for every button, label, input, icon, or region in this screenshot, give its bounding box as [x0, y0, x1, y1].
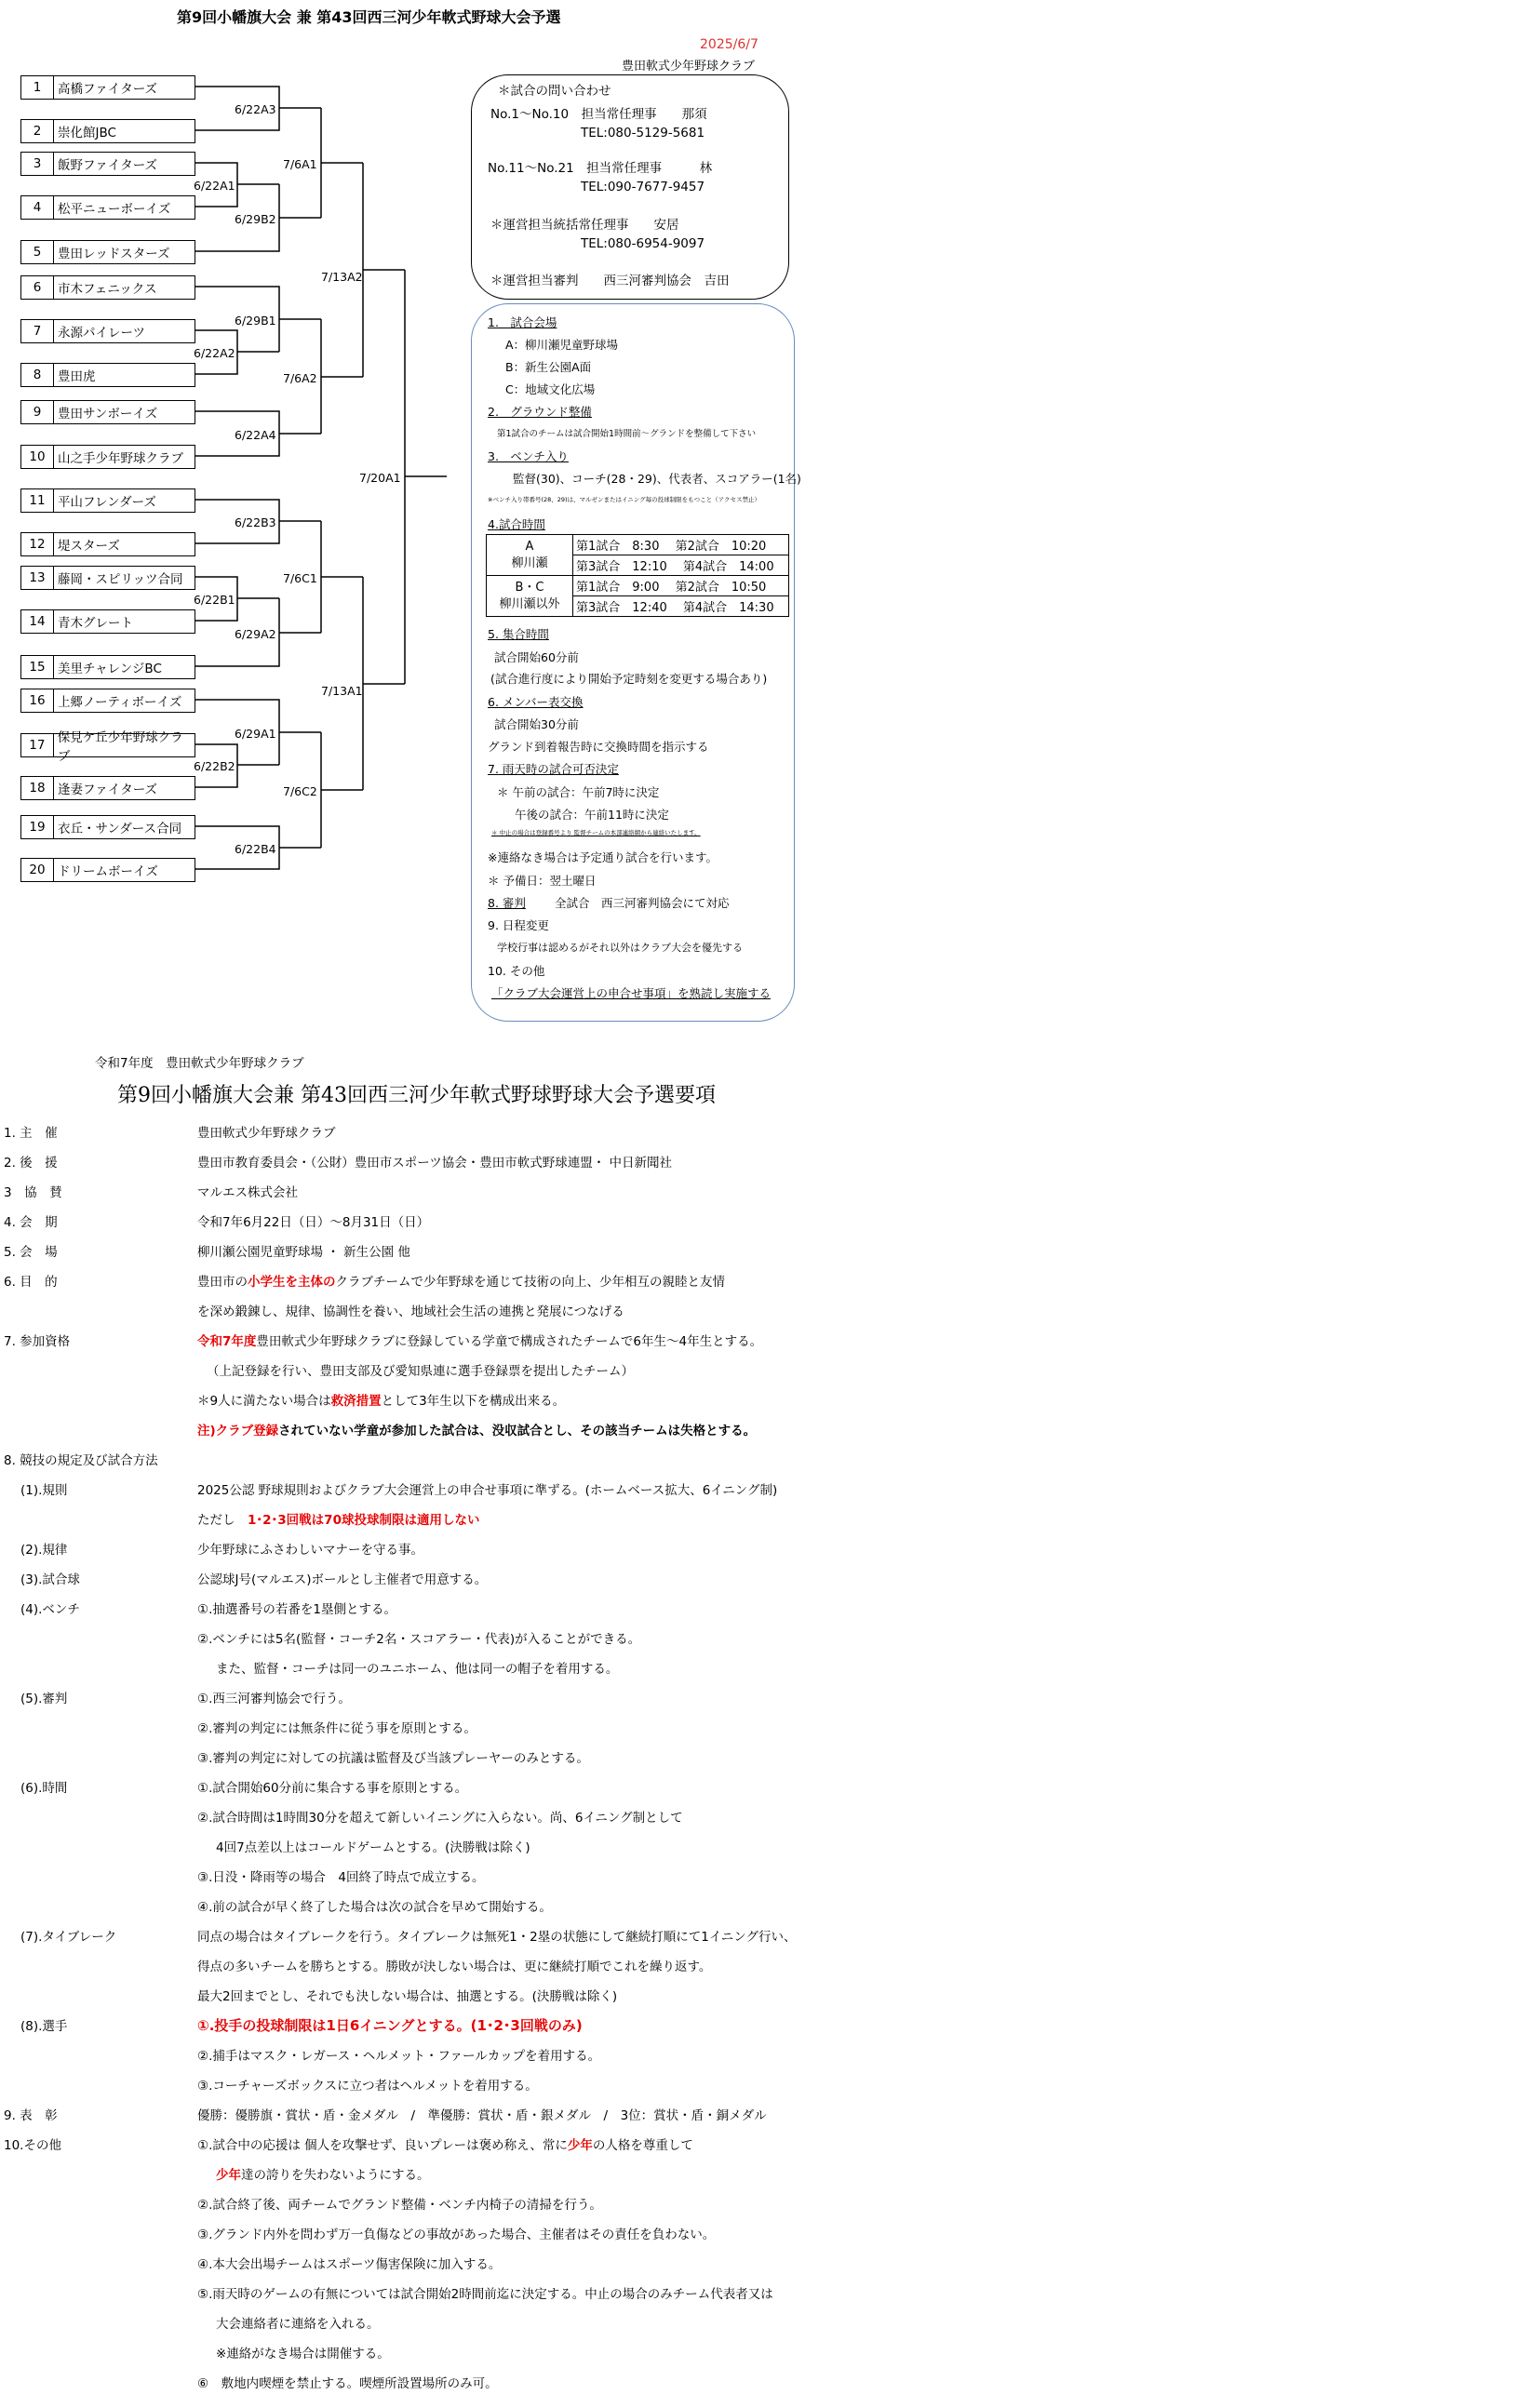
info-assembly-text: 試合開始60分前	[494, 650, 579, 664]
match-label: 6/22A3	[235, 102, 276, 116]
match-label: 7/6C2	[283, 784, 317, 798]
contact-tel-2: TEL:090-7677-9457	[581, 180, 705, 194]
rule-6-text-1: ①.試合開始60分前に集合する事を原則とする。	[197, 1781, 468, 1796]
info-time-heading: 4.試合時間	[488, 517, 545, 531]
team-6: 6 市木フェニックス	[20, 275, 195, 300]
info-umpire-heading: 8. 審判	[488, 896, 526, 910]
team-10: 10 山之手少年野球クラブ	[20, 445, 195, 469]
info-venue-heading: 1. 試合会場	[488, 315, 557, 329]
fiscal-year-org: 令和7年度 豊田軟式少年野球クラブ	[95, 1056, 304, 1071]
schedule-cell: 第3試合 12:10 第4試合 14:00	[573, 555, 789, 576]
rule-6-text-2: ②.試合時間は1時間30分を超えて新しいイニングに入らない。尚、6イニング制として	[197, 1811, 683, 1826]
info-assembly-note: (試合進行度により開始予定時刻を変更する場合あり)	[490, 672, 768, 686]
match-label: 6/22B4	[235, 842, 276, 856]
contact-tel-3: TEL:080-6954-9097	[581, 236, 705, 251]
team-20: 20 ドリームボーイズ	[20, 858, 195, 882]
rule-3-label: (3).試合球	[20, 1572, 80, 1587]
info-schedule-change-text: 学校行事は認めるがそれ以外はクラブ大会を優先する	[497, 942, 743, 954]
rule-3-text: 公認球J号(マルエス)ボールとし主催者で用意する。	[197, 1572, 488, 1587]
team-18: 18 逢妻ファイターズ	[20, 776, 195, 800]
info-member-heading: 6. メンバー表交換	[488, 695, 584, 709]
rule-4-label: (4).ベンチ	[20, 1602, 80, 1617]
row-value: 豊田軟式少年野球クラブ	[197, 1126, 336, 1141]
rule-6-text-4: ③.日没・降雨等の場合 4回終了時点で成立する。	[197, 1870, 485, 1885]
schedule-table	[486, 534, 789, 617]
match-label: 6/22A4	[235, 428, 276, 442]
awards-text: 優勝：優勝旗・賞状・盾・金メダル / 準優勝：賞状・盾・銀メダル / 3位：賞状・盾・銅メダル	[197, 2108, 767, 2123]
info-ground-text: 第1試合のチームは試合開始1時間前～グランドを整備して下さい	[497, 429, 757, 439]
guidelines-title: 第9回小幡旗大会兼 第43回西三河少年軟式野球野球大会予選要項	[117, 1084, 716, 1107]
rule-1-exception: ただし 1･2･3回戦は70球投球制限は適用しない	[197, 1513, 480, 1528]
rule-7-text-1: 同点の場合はタイブレークを行う。タイブレークは無死1・2塁の状態にして継続打順にて1イニング行い、	[197, 1930, 797, 1945]
other-text-2: 少年達の誇りを失わないようにする。	[216, 2168, 430, 2183]
rule-5-text-2: ②.審判の判定には無条件に従う事を原則とする。	[197, 1721, 476, 1736]
match-label: 7/20A1	[359, 471, 401, 485]
info-rain-am: ＊ 午前の試合：午前7時に決定	[497, 785, 660, 799]
info-other-heading: 10. その他	[488, 964, 545, 978]
match-label: 6/22A1	[194, 179, 235, 193]
info-other-text: 「クラブ大会運営上の申合せ事項」を熟読し実施する	[491, 986, 772, 1000]
other-text-5: ④.本大会出場チームはスポーツ傷害保険に加入する。	[197, 2257, 502, 2272]
info-rain-heading: 7. 雨天時の試合可否決定	[488, 762, 619, 776]
info-rain-note: ＊ 中止の場合は登録番号より 監督チームの本部連絡網から連絡いたします。	[491, 829, 701, 836]
team-11: 11 平山フレンダーズ	[20, 488, 195, 513]
team-3: 3 飯野ファイターズ	[20, 152, 195, 176]
rule-6-text-5: ④.前の試合が早く終了した場合は次の試合を早めて開始する。	[197, 1900, 552, 1915]
issue-date: 2025/6/7	[700, 37, 758, 52]
awards-label: 9. 表 彰	[4, 2108, 58, 2123]
info-schedule-change-heading: 9. 日程変更	[488, 918, 549, 932]
info-ground-heading: 2. グラウンド整備	[488, 405, 592, 419]
team-8: 8 豊田虎	[20, 363, 195, 387]
team-2: 2 崇化館JBC	[20, 119, 195, 143]
match-label: 7/13A1	[321, 684, 363, 698]
rule-7-text-2: 得点の多いチームを勝ちとする。勝敗が決しない場合は、更に継続打順でこれを繰り返す。	[197, 1960, 712, 1974]
match-label: 7/13A2	[321, 270, 363, 284]
eligibility-label: 7. 参加資格	[4, 1334, 71, 1349]
rule-4-text-1: ①.抽選番号の若番を1塁側とする。	[197, 1602, 396, 1617]
rule-1-label: (1).規則	[20, 1483, 68, 1498]
team-1: 1 高橋ファイターズ	[20, 75, 195, 100]
rule-4-text-3: また、監督・コーチは同一のユニホーム、他は同一の帽子を着用する。	[216, 1662, 619, 1677]
row-value: 豊田市教育委員会・（公財）豊田市スポーツ協会・豊田市軟式野球連盟・ 中日新聞社	[197, 1156, 673, 1171]
rule-7-text-3: 最大2回までとし、それでも決しない場合は、抽選とする。(決勝戦は除く)	[197, 1989, 618, 2004]
rule-8-text-2: ②.捕手はマスク・レガース・ヘルメット・ファールカップを着用する。	[197, 2049, 601, 2064]
team-17: 17 保見ケ丘少年野球クラブ	[20, 733, 195, 757]
row-label: 5. 会 場	[4, 1245, 58, 1260]
match-label: 6/29B1	[235, 314, 276, 328]
rules-section-heading: 8. 競技の規定及び試合方法	[4, 1453, 158, 1468]
info-rain-default: ※連絡なき場合は予定通り試合を行います。	[488, 850, 718, 864]
team-15: 15 美里チャレンジBC	[20, 655, 195, 679]
info-venue-c: C：地域文化広場	[505, 382, 596, 396]
rule-7-label: (7).タイブレーク	[20, 1930, 117, 1945]
eligibility-line-2: （上記登録を行い、豊田支部及び愛知県連に選手登録票を提出したチーム）	[207, 1364, 634, 1379]
team-14: 14 青木グレート	[20, 609, 195, 634]
team-9: 9 豊田サンボーイズ	[20, 400, 195, 424]
match-label: 6/22B1	[194, 593, 235, 607]
purpose-label: 6. 目 的	[4, 1275, 58, 1290]
rule-5-text-3: ③.審判の判定に対しての抗議は監督及び当該プレーヤーのみとする。	[197, 1751, 589, 1766]
rule-8-text-3: ③.コーチャーズボックスに立つ者はヘルメットを着用する。	[197, 2079, 538, 2094]
contact-range-2: No.11～No.21 担当常任理事 林	[488, 161, 713, 176]
rule-2-label: (2).規律	[20, 1543, 68, 1558]
info-umpire-text: 全試合 西三河審判協会にて対応	[555, 896, 730, 910]
info-rain-pm: 午後の試合：午前11時に決定	[515, 808, 669, 822]
contact-range-1: No.1～No.10 担当常任理事 那須	[490, 107, 707, 122]
contact-director: ＊運営担当統括常任理事 安居	[490, 218, 679, 233]
org-name: 豊田軟式少年野球クラブ	[622, 60, 756, 74]
contact-heading: ＊試合の問い合わせ	[498, 84, 611, 99]
eligibility-line-1: 令和7年度豊田軟式少年野球クラブに登録している学童で構成されたチームで6年生～4年生とする。	[197, 1334, 763, 1349]
other-text-4: ③.グランド内外を問わず万一負傷などの事故があった場合、主催者はその責任を負わない。	[197, 2227, 716, 2242]
contact-umpire: ＊運営担当審判 西三河審判協会 吉田	[490, 274, 730, 288]
team-13: 13 藤岡・スピリッツ合同	[20, 566, 195, 590]
match-label: 6/29A2	[235, 627, 276, 641]
eligibility-line-4: 注)クラブ登録されていない学童が参加した試合は、没収試合とし、その該当チームは失格とする。	[197, 1424, 757, 1438]
rule-6-label: (6).時間	[20, 1781, 68, 1796]
match-label: 6/22A2	[194, 346, 235, 360]
rule-6-text-3: 4回7点差以上はコールドゲームとする。(決勝戦は除く)	[216, 1840, 530, 1855]
schedule-venue-a: A 柳川瀬	[487, 535, 573, 576]
team-7: 7 永源パイレーツ	[20, 319, 195, 343]
rule-8-text-1: ①.投手の投球制限は1日6イニングとする。(1･2･3回戦のみ)	[197, 2017, 583, 2034]
match-label: 6/29A1	[235, 727, 276, 741]
match-label: 6/22B3	[235, 515, 276, 529]
info-bench-note: ※ベンチ入り帯番号(28、29)は、マルゼンまたはイニング毎の投球制限をもつこと（アクセス禁止）	[488, 496, 760, 503]
team-4: 4 松平ニューボーイズ	[20, 195, 195, 220]
team-5: 5 豊田レッドスターズ	[20, 240, 195, 264]
rule-2-text: 少年野球にふさわしいマナーを守る事。	[197, 1543, 423, 1558]
info-member-text: 試合開始30分前	[494, 717, 579, 731]
page-title: 第9回小幡旗大会 兼 第43回西三河少年軟式野球大会予選	[177, 8, 561, 26]
other-label: 10.その他	[4, 2138, 61, 2153]
info-reserve-day: ＊ 予備日：翌土曜日	[488, 874, 597, 888]
match-label: 6/22B2	[194, 759, 235, 773]
match-label: 7/6A2	[283, 371, 317, 385]
rule-1-text: 2025公認 野球規則およびクラブ大会運営上の申合せ事項に準ずる。(ホームベース拡大、6イニング制)	[197, 1483, 778, 1498]
purpose-line-2: を深め鍛錬し、規律、協調性を養い、地域社会生活の連携と発展につなげる	[197, 1304, 624, 1319]
match-label: 7/6A1	[283, 157, 317, 171]
rule-5-text-1: ①.西三河審判協会で行う。	[197, 1692, 351, 1706]
row-label: 4. 会 期	[4, 1215, 58, 1230]
team-12: 12 堤スターズ	[20, 532, 195, 556]
info-bench-text: 監督(30)、コーチ(28・29)、代表者、スコアラー(1名)	[513, 472, 801, 486]
row-label: 1. 主 催	[4, 1126, 58, 1141]
team-19: 19 衣丘・サンダース合同	[20, 815, 195, 839]
other-text-7: 大会連絡者に連絡を入れる。	[216, 2317, 380, 2332]
contact-tel-1: TEL:080-5129-5681	[581, 126, 705, 140]
other-text-6: ⑤.雨天時のゲームの有無については試合開始2時間前迄に決定する。中止の場合のみチーム代表者又は	[197, 2287, 773, 2302]
other-text-8: ※連絡がなき場合は開催する。	[216, 2347, 390, 2361]
schedule-venue-bc: B・C 柳川瀬以外	[487, 576, 573, 617]
purpose-line-1: 豊田市の小学生を主体のクラブチームで少年野球を通じて技術の向上、少年相互の親睦と友情	[197, 1275, 725, 1290]
rule-4-text-2: ②.ベンチには5名(監督・コーチ2名・スコアラー・代表)が入ることができる。	[197, 1632, 641, 1647]
match-label: 7/6C1	[283, 571, 317, 585]
schedule-cell: 第1試合 9:00 第2試合 10:50	[573, 576, 789, 596]
other-text-1: ①.試合中の応援は 個人を攻撃せず、良いプレーは褒め称え、常に少年の人格を尊重して	[197, 2138, 693, 2153]
rule-8-label: (8).選手	[20, 2019, 68, 2034]
info-member-note: グランド到着報告時に交換時間を指示する	[488, 740, 709, 754]
info-venue-b: B：新生公園A面	[505, 360, 592, 374]
row-value: 令和7年6月22日（日）～8月31日（日）	[197, 1215, 430, 1230]
other-text-9: ⑥ 敷地内喫煙を禁止する。喫煙所設置場所のみ可。	[197, 2376, 498, 2391]
team-16: 16 上郷ノーティボーイズ	[20, 689, 195, 713]
info-bench-heading: 3. ベンチ入り	[488, 449, 569, 463]
schedule-cell: 第3試合 12:40 第4試合 14:30	[573, 596, 789, 617]
row-value: 柳川瀬公園児童野球場 ・ 新生公園 他	[197, 1245, 410, 1260]
match-label: 6/29B2	[235, 212, 276, 226]
row-value: マルエス株式会社	[197, 1185, 298, 1200]
schedule-cell: 第1試合 8:30 第2試合 10:20	[573, 535, 789, 555]
row-label: 2. 後 援	[4, 1156, 58, 1171]
eligibility-line-3: ＊9人に満たない場合は救済措置として3年生以下を構成出来る。	[197, 1394, 566, 1409]
info-venue-a: A：柳川瀬児童野球場	[505, 338, 619, 352]
row-label: 3 協 賛	[4, 1185, 62, 1200]
info-assembly-heading: 5. 集合時間	[488, 627, 549, 641]
rule-5-label: (5).審判	[20, 1692, 68, 1706]
other-text-3: ②.試合終了後、両チームでグランド整備・ベンチ内椅子の清掃を行う。	[197, 2198, 602, 2213]
